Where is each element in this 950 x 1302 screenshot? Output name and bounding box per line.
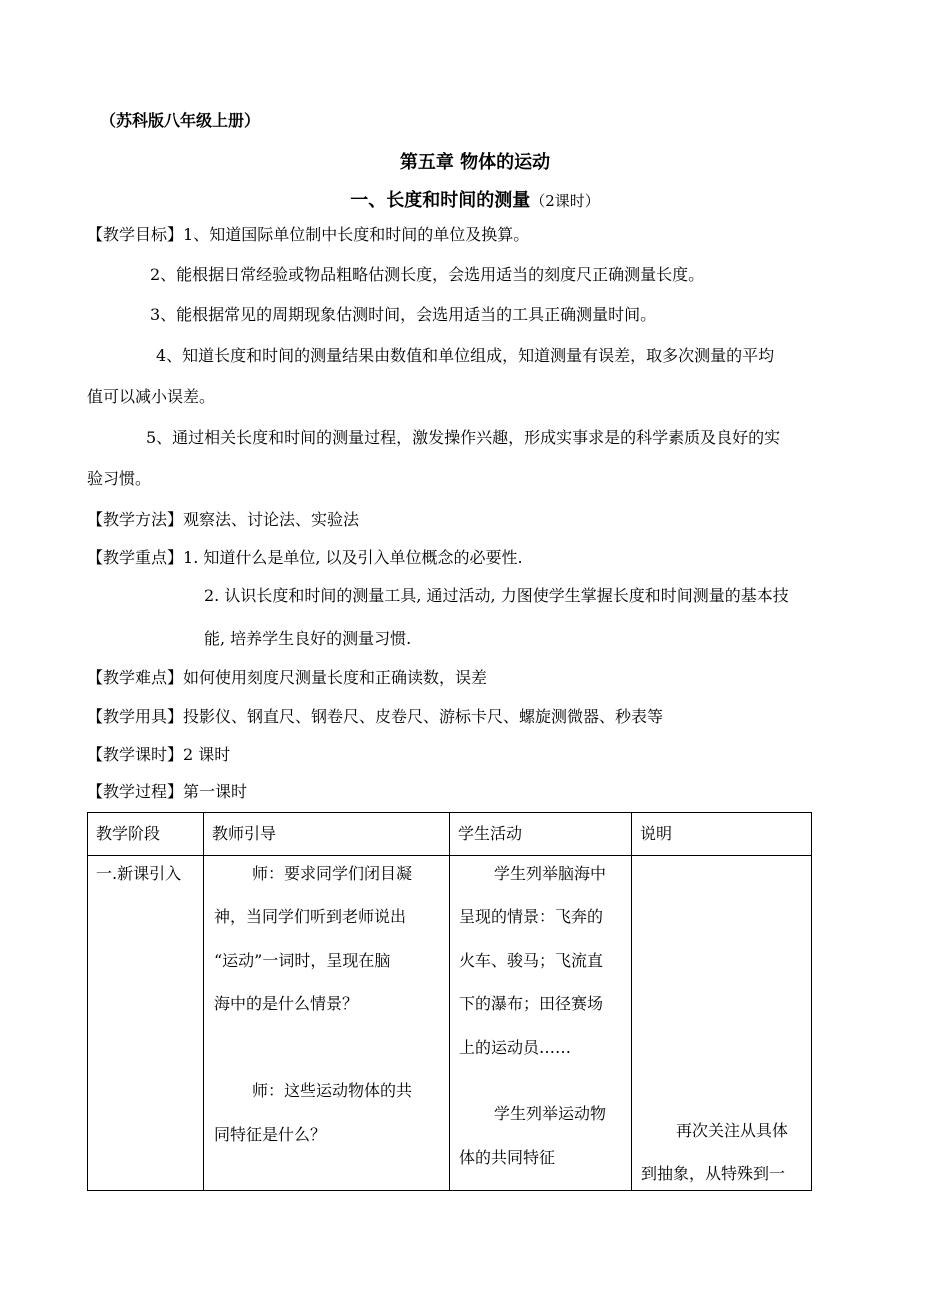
student-line: 火车、骏马；飞流直: [459, 951, 604, 970]
objective-item-5-line2: 验习惯。: [87, 469, 152, 488]
note-line: 到抽象，从特殊到一: [641, 1164, 786, 1183]
key-point-item-1: 1. 知道什么是单位, 以及引入单位概念的必要性.: [183, 548, 523, 567]
student-line: 下的瀑布；田径赛场: [459, 994, 604, 1013]
difficulties-line: [87, 665, 487, 688]
key-point-item-2-line1: 2. 认识长度和时间的测量工具, 通过活动, 力图使学生掌握长度和时间测量的基本技: [204, 586, 789, 605]
tools-text: 投影仪、钢直尺、钢卷尺、皮卷尺、游标卡尺、螺旋测微器、秒表等: [183, 707, 664, 726]
header-cell-teacher: [204, 813, 450, 856]
objective-item-2: 2、能根据日常经验或物品粗略估测长度，会选用适当的刻度尺正确测量长度。: [150, 265, 705, 284]
process-text: 第一课时: [183, 782, 248, 801]
header-cell-stage: [88, 813, 204, 856]
objectives-label: 【教学目标】: [87, 225, 184, 244]
table-header-row: [88, 813, 812, 856]
edition-label: （苏科版八年级上册）: [100, 111, 261, 130]
stage-cell: [88, 856, 204, 1191]
process-label: 【教学过程】: [87, 782, 184, 801]
section-hours: （2课时）: [530, 192, 600, 210]
tools-line: [87, 704, 663, 727]
header-cell-note: [632, 813, 812, 856]
teacher-line: 神，当同学们听到老师说出: [214, 907, 407, 926]
teacher-line: 海中的是什么情景？: [214, 994, 359, 1013]
header-cell-student: [450, 813, 632, 856]
key-points-label: 【教学重点】: [87, 548, 184, 567]
student-line: 上的运动员……: [459, 1038, 572, 1057]
difficulties-label: 【教学难点】: [87, 668, 184, 687]
student-line: 呈现的情景：飞奔的: [459, 907, 604, 926]
hours-text: 2 课时: [183, 745, 231, 764]
difficulties-text: 如何使用刻度尺测量长度和正确读数，误差: [183, 668, 488, 687]
lesson-table: [87, 812, 812, 1191]
process-line: [87, 779, 247, 802]
methods-text: 观察法、讨论法、实验法: [183, 510, 360, 529]
objective-item-5-line1: 5、通过相关长度和时间的测量过程，激发操作兴趣，形成实事求是的科学素质及良好的实: [146, 428, 781, 447]
hours-label: 【教学课时】: [87, 745, 184, 764]
teacher-line: 师：这些运动物体的共: [252, 1081, 413, 1100]
note-line: 再次关注从具体: [676, 1121, 789, 1140]
methods-line: [87, 507, 359, 530]
key-points-line1: [87, 545, 523, 568]
methods-label: 【教学方法】: [87, 510, 184, 529]
section-title: 一、长度和时间的测量: [350, 190, 531, 211]
objective-item-4-line1: 4、知道长度和时间的测量结果由数值和单位组成，知道测量有误差，取多次测量的平均: [156, 346, 775, 365]
note-cell: [632, 856, 812, 1191]
header-stage-label: 教学阶段: [96, 824, 161, 843]
teacher-cell: [204, 856, 450, 1191]
chapter-title: 第五章 物体的运动: [399, 152, 551, 173]
section-heading: [0, 186, 950, 212]
teacher-line: “运动”一词时，呈现在脑: [214, 951, 391, 970]
hours-line: [87, 742, 230, 765]
stage-text: 一.新课引入: [96, 864, 182, 883]
objective-item-4-line2: 值可以减小误差。: [87, 387, 216, 406]
objective-item-1: 1、知道国际单位制中长度和时间的单位及换算。: [183, 225, 530, 244]
objectives-line1: [87, 222, 529, 245]
student-line: 学生列举脑海中: [494, 864, 607, 883]
student-line: 体的共同特征: [459, 1148, 556, 1167]
student-cell: [450, 856, 632, 1191]
key-point-item-2-line2: 能, 培养学生良好的测量习惯.: [204, 629, 412, 648]
table-row: [88, 856, 812, 1191]
teacher-line: 师：要求同学们闭目凝: [252, 864, 413, 883]
header-student-label: 学生活动: [458, 824, 523, 843]
header-teacher-label: 教师引导: [212, 824, 277, 843]
header-note-label: 说明: [640, 824, 673, 843]
student-line: 学生列举运动物: [494, 1104, 607, 1123]
objective-item-3: 3、能根据常见的周期现象估测时间，会选用适当的工具正确测量时间。: [150, 305, 657, 324]
tools-label: 【教学用具】: [87, 707, 184, 726]
teacher-line: 同特征是什么？: [214, 1125, 327, 1144]
